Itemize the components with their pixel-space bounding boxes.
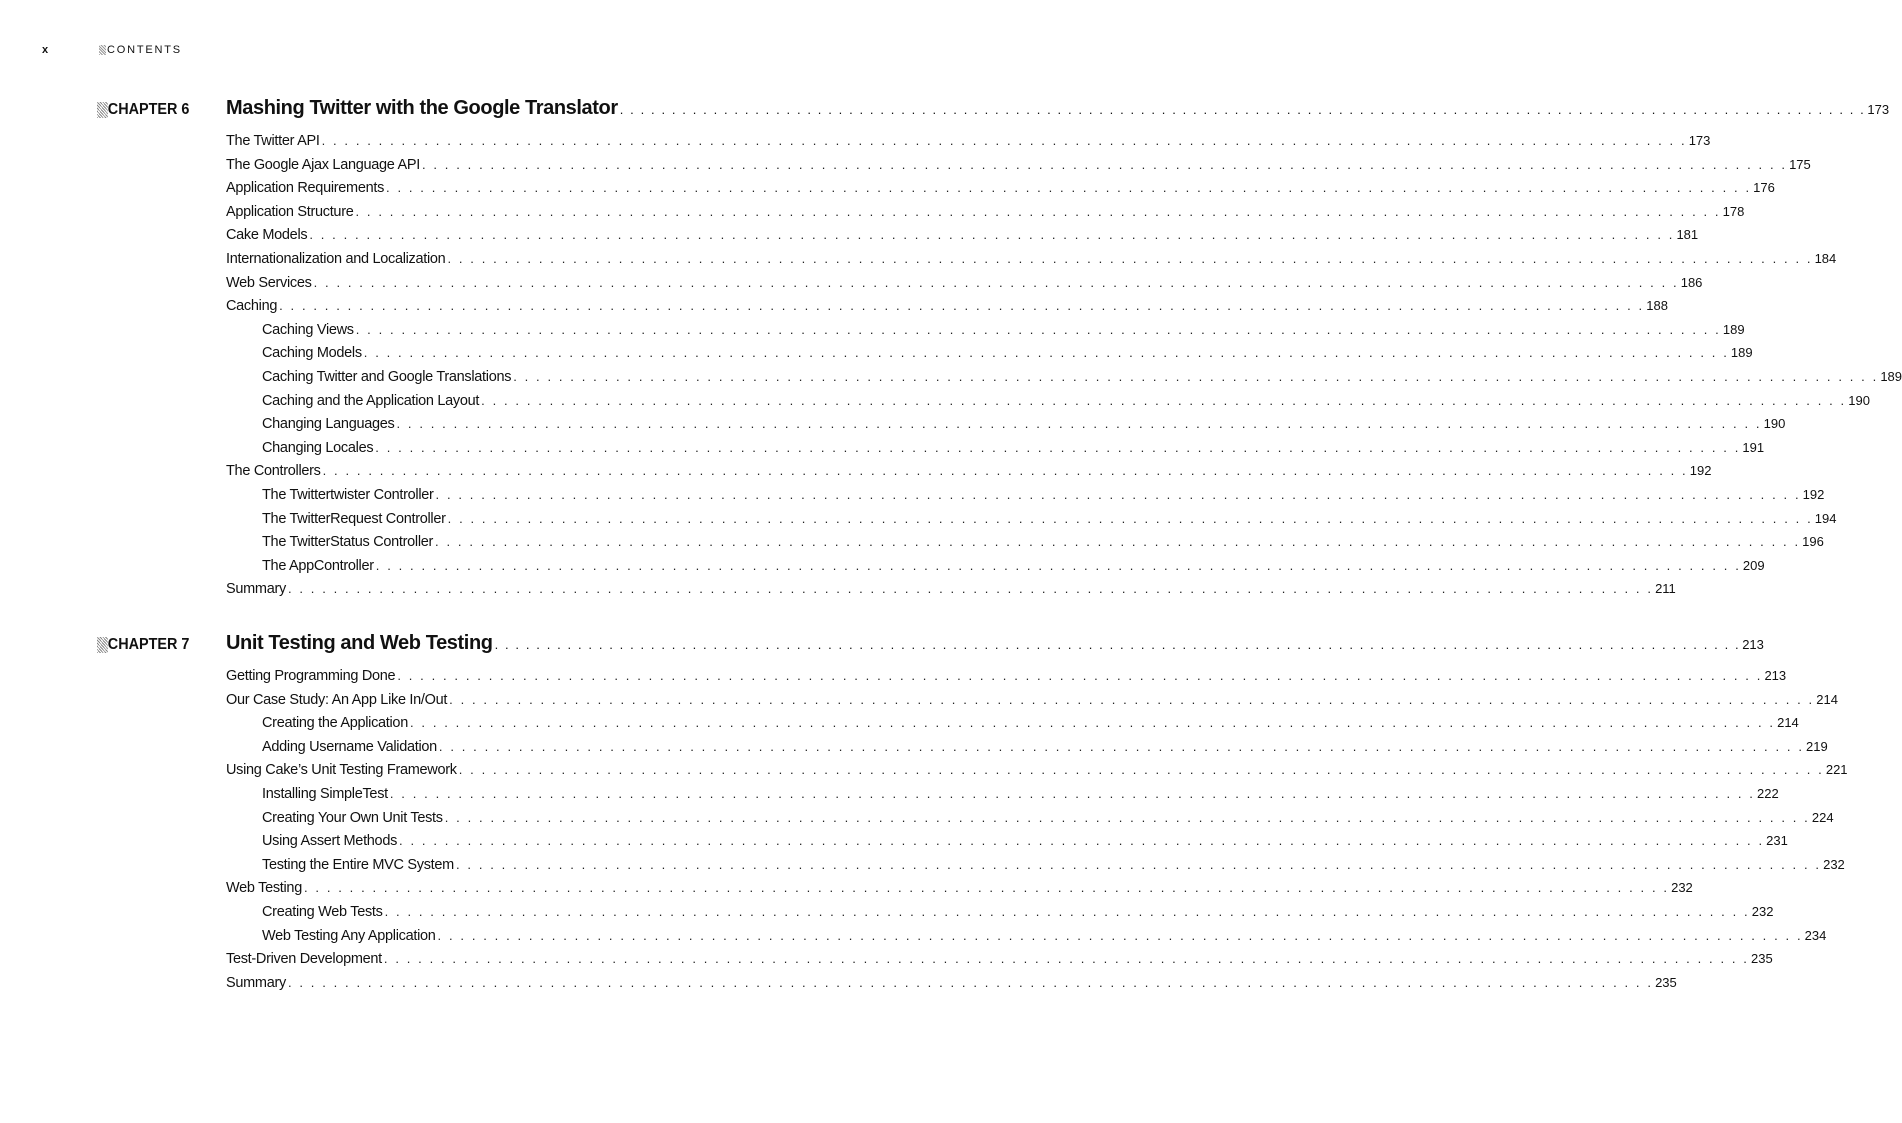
entry-page: 196 (1802, 534, 1824, 550)
entry-title: Web Testing Any Application (262, 927, 436, 944)
dot-leader: . . . . . . . . . . . . . . . . . . . . . . . . . . . . . . . . . . . . . . . . . . . . . . . . . . . . . . . . . . . . . . . . . . . . . . . . . . . . . . . . . . . . . . . . . . . . . . . . . . . . . . . . . . . . . . . . . . . . . . . . (287, 581, 1654, 597)
entry-title: Caching Twitter and Google Translations (262, 368, 512, 385)
toc-entry[interactable] (226, 227, 1699, 251)
entry-title: The TwitterStatus Controller (262, 534, 434, 551)
entry-page: 186 (1680, 274, 1703, 290)
toc-subentry[interactable] (226, 738, 1828, 763)
entry-page: 194 (1814, 510, 1837, 526)
entry-title: Test-Driven Development (226, 951, 382, 968)
entry-page: 231 (1766, 833, 1788, 849)
toc-subentry[interactable] (226, 903, 1774, 928)
toc-entry[interactable] (226, 974, 1677, 999)
dot-leader: . . . . . . . . . . . . . . . . . . . . . . . . . . . . . . . . . . . . . . . . . . . . . . . . . . . . . . . . . . . . . . . . . . . . . . . . . . . . . . . . . . . . . . . . . . . . . . . . . . . . . . . . . . . . . . . . . . . . . . . . (321, 133, 1687, 148)
toc-entry[interactable] (226, 880, 1693, 904)
toc-subentry[interactable] (226, 715, 1799, 739)
entry-page: 188 (1646, 298, 1668, 314)
running-head-text: CONTENTS (107, 44, 182, 56)
entry-page: 184 (1814, 250, 1837, 266)
toc-subentry[interactable] (226, 510, 1837, 535)
dot-leader: . . . . . . . . . . . . . . . . . . . . . . . . . . . . . . . . . . . . . . . . . . . . . . . . . . . . . . . . . . . . . . . . . . . . . . . . . . . . . . . . . . . . . . . . . . . . . . . . . . . . . . . . . . . . . . . . . . . . . . . . (303, 880, 1670, 896)
chapter-title[interactable]: Unit Testing and Web Testing (226, 632, 493, 654)
chapter-heading (97, 97, 1890, 127)
entry-title: Caching Views (262, 321, 354, 338)
entry-page: 181 (1676, 227, 1699, 243)
entry-page: 213 (1764, 668, 1787, 683)
entry-page: 214 (1816, 691, 1838, 707)
toc-entry[interactable] (226, 668, 1787, 692)
toc-entry[interactable] (226, 250, 1837, 275)
entry-page: 189 (1722, 321, 1745, 337)
chapter-6-section (97, 97, 1902, 605)
entry-page: 191 (1742, 439, 1765, 455)
toc-subentry[interactable] (226, 534, 1824, 558)
entry-title: The AppController (262, 557, 374, 574)
shaded-marker-icon (99, 45, 106, 55)
dot-leader: . . . . . . . . . . . . . . . . . . . . . . . . . . . . . . . . . . . . . . . . . . . . . . . . . . . . . . . . . . . . . . . . . . . . . . . . . . . . . . . . . . . . . . . . . . . . . . . . . . . . . . . . . . . . . . . . . . . . . . . . (447, 510, 1813, 526)
toc-entry[interactable] (226, 463, 1712, 487)
entry-page: 175 (1789, 156, 1811, 172)
chapter-page: 213 (1742, 637, 1764, 652)
toc-subentry[interactable] (226, 833, 1788, 857)
toc-entry[interactable] (226, 951, 1773, 975)
toc-entry[interactable] (226, 203, 1745, 228)
entry-title: Application Structure (226, 203, 354, 220)
entry-page: 232 (1751, 903, 1774, 919)
entry-title: Internationalization and Localization (226, 250, 446, 267)
dot-leader: . . . . . . . . . . . . . . . . . . . . . . . . . . . . . . . . . . . . . . . . . . . . . . . . . . . . . . . . . . . . . . . . . . . . . . . . . . . . . . . . . . . . . . . . . . . . . . . . . . . . . . . . . . . . . . . . . . . . . . . . (409, 715, 1776, 731)
page-number: x (42, 44, 49, 56)
running-head (99, 44, 182, 56)
entry-title: Our Case Study: An App Like In/Out (226, 691, 448, 708)
dot-leader: . . . . . . . . . . . . . . . . . . . . . . . . . . . . . . . . . . . . . . . . . . . . . . . . . . . . . . . . . . . . . . . . . . . . . . . . . . . . . . . . . . . . . . . . . . . . . . . . . . . . . . . . . . . . . . . . . . . . . . . . (481, 392, 1847, 408)
entry-page: 224 (1811, 809, 1834, 825)
entry-title: Creating the Application (262, 715, 408, 732)
dot-leader: . . . . . . . . . . . . . . . . . . . . . . . . . . . . . . . . . . . . . . . . . . . . . . . . . . . . . . . . . . . . . . . . . . . . . . . . . . . . . . . . . . . . . . . . . . . . . . . . . . . . . . . . . . . . . . . . . . . . . . . . (309, 227, 1675, 243)
entry-title: Getting Programming Done (226, 668, 396, 684)
toc-subentry[interactable] (226, 345, 1753, 369)
entry-title: Web Services (226, 274, 312, 291)
chapter-label (97, 636, 189, 654)
entry-title: Caching Models (262, 345, 362, 362)
entry-page: 221 (1825, 762, 1848, 778)
toc-entry[interactable] (226, 180, 1775, 204)
entry-page: 219 (1806, 738, 1828, 754)
dot-leader: . . . . . . . . . . . . . . . . . . . . . . . . . . . . . . . . . . . . . . . . . . . . . . . . . . . . . . . . . . . . . . . . . . . . . . . . . . . . . . . . . . . . . . . . . . . . . . . . . . . . . . . . . . . . . . . . . . . . . . . . (375, 557, 1741, 573)
dot-leader: . . . . . . . . . . . . . . . . . . . . . . . . . . . . . . . . . . . . . . . . . . . . . . . . . . . . . . . . . . . . . . . . . . . . . . . . . . . . . . . . . . . . . . . . . . . . . . . . . . . . . . . . . . . . . . . . . . . . . . . . (287, 974, 1654, 990)
dot-leader: . . . . . . . . . . . . . . . . . . . . . . . . . . . . . . . . . . . . . . . . . . . . . . . . . . . . . . . . . . . . . . . . . . . . . . . . . . . . . . . . . . . . . . . . . . . . . . . . . . . . . . . . . . . . . . . . . . . . . . . . (435, 534, 1801, 550)
dot-leader: . . . . . . . . . . . . . . . . . . . . . . . . . . . . . . . . . . . . . . . . . . . . . . . . . . . . . . . . . . . . . . . . . . . . . . . . . . . . . . . . . . . . . . . . . . . . . . . . . . . . . . . . . . . . . . . . . . . . . . . . (313, 274, 1679, 290)
entry-page: 190 (1763, 416, 1786, 432)
chapter-label-text: CHAPTER 6 (107, 101, 190, 118)
entry-title: The Controllers (226, 463, 321, 480)
entry-title: Using Assert Methods (262, 833, 398, 850)
toc-entry[interactable] (226, 133, 1711, 157)
toc-entry-list (226, 133, 1902, 605)
entry-page: 189 (1880, 368, 1902, 384)
dot-leader: . . . . . . . . . . . . . . . . . . . . . . . . . . . . . . . . . . . . . . . . . . . . . . . . . . . . . . . . . . . . . . . . . . . . . . . . . . . . . . . . . . . . . . . . . . . . . . . . . . . . . . . . . . . . . . . . . . . . . . . . (389, 785, 1755, 801)
entry-title: Changing Locales (262, 439, 374, 456)
entry-page: 234 (1804, 927, 1827, 943)
toc-subentry[interactable] (226, 785, 1779, 810)
entry-page: 232 (1671, 880, 1693, 896)
entry-title: Caching (226, 298, 278, 315)
toc-entry[interactable] (226, 762, 1848, 786)
dot-leader: . . . . . . . . . . . . . . . . . . . . . . . . . . . . . . . . . . . . . . . . . . . . . . . . . . . . . . . . . . . . . . . . . . . . . . . . . . . . . . . . . . . . . . . . . . . . . . . . . . . . . . . . . . . . . . . . . . . . . . . . (438, 738, 1805, 754)
toc-subentry[interactable] (226, 439, 1765, 464)
entry-title: Testing the Entire MVC System (262, 856, 454, 873)
dot-leader: . . . . . . . . . . . . . . . . . . . . . . . . . . . . . . . . . . . . . . . . . . . . . . . . . . . . . . . . . . . . . . . . . . . . . . . . . . . . . . . . . . . . . . . . . . . . . . . . . . . . . . . . . . . . . . . . . . . . . . . . (386, 180, 1752, 196)
entry-page: 192 (1802, 486, 1825, 502)
entry-page: 209 (1742, 557, 1765, 573)
dot-leader: . . . . . . . . . . . . . . . . . . . . . . . . . . . . . . . . . . . . . . . . . . . . . . . . . . . . . . . . . . . . . . . . . . . . . . . . . . . . . . . . . . . . . . . . . . . . . . . . . . . . . . . . . . . . . . . . . . . . . . . . (435, 486, 1801, 502)
toc-subentry[interactable] (226, 856, 1845, 881)
dot-leader: . . . . . . . . . . . . . . . . . . . . . . . . . . . . . . . . . . . . . . . . . . . . . . . . . . . . . . . . . . . . . . . . . . . . . . . . . . . . . . . . . . . . . . . . . . . . . . . . . . . . . . . . . . . . . . . . . . . . . . . . (279, 298, 1645, 314)
entry-page: 235 (1751, 951, 1773, 967)
toc-subentry[interactable] (226, 392, 1870, 417)
toc-subentry[interactable] (226, 416, 1786, 440)
chapter-page: 173 (1867, 102, 1890, 117)
dot-leader: . . . . . . . . . . . . . . . . . . . . . . . . . . . . . . . . . . . . . . . . . . . . . . . . . . . . . . . . . . . . . . . . . . . . . . . . . . . . . . . . . . . . . . . . . . . . . . . . . . . . . . . . . . . . . . . . . . . . . . . . (355, 203, 1721, 219)
toc-subentry[interactable] (226, 486, 1825, 511)
dot-leader: . . . . . . . . . . . . . . . . . . . . . . . . . . . . . . . . . . . . . . . . . . . . . . . . . . . . . . . . . . . . . . . . . . . . . . . . . . . . . . . . . . . . . . . . . . . . . . . . . . . . . . . . . . . . . . . . . . . . . . . . (396, 416, 1762, 432)
entry-page: 235 (1655, 974, 1677, 990)
toc-subentry[interactable] (226, 809, 1834, 834)
chapter-label-text: CHAPTER 7 (107, 636, 190, 653)
toc-subentry[interactable] (226, 927, 1827, 952)
toc-subentry[interactable] (226, 368, 1902, 393)
entry-title: Adding Username Validation (262, 738, 437, 755)
entry-title: Application Requirements (226, 180, 385, 197)
entry-title: Creating Web Tests (262, 903, 383, 920)
dot-leader: . . . . . . . . . . . . . . . . . . . . . . . . . . . . . . . . . . . . . . . . . . . . . . . . . . . . . . . . . . . . . . . . . . . . . . . . . . . . . . . . . . . . . . . . . . . . . . . . . . . . . . . . . . . . . . . . . . . . . . . . (513, 368, 1879, 384)
entry-title: The TwitterRequest Controller (262, 510, 446, 527)
dot-leader: . . . . . . . . . . . . . . . . . . . . . . . . . . . . . . . . . . . . . . . . . . . . . . . . . . . . . . . . . . . . . . . . . . . . . . . . . . . . . . . . . . . . . . . . . . . . . . . . . . . . . . . . . . . . . . . . . . . . . . . . (322, 463, 1688, 479)
dot-leader: . . . . . . . . . . . . . . . . . . . . . . . . . . . . . . . . . . . . . . . . . . . . . . . . . . . . . . . . . . . . . . . . . . . . . . . . . . . . . . . . . . . . . . . . . . . . . . . . . . . . . . . . . . . . . . . . . . . . . . . . (455, 856, 1822, 872)
entry-title: Installing SimpleTest (262, 785, 388, 802)
entry-title: Web Testing (226, 880, 302, 897)
entry-page: 189 (1730, 345, 1753, 361)
entry-page: 192 (1689, 463, 1712, 479)
dot-leader: . . . . . . . . . . . . . . . . . . . . . . . . . . . . . . . . . . . . . . . . . . . . . . . . . . . . . . . . . . . . . . . . . . . . . . . . . . . . . . . . . . . . . . . . . . . . . . . . . . . . . . . . . . . . . . . . . . . . . . . . (355, 321, 1721, 337)
entry-page: 176 (1753, 180, 1775, 196)
chapter-heading (97, 632, 1764, 662)
chapter-label (97, 101, 189, 119)
entry-title: Using Cake’s Unit Testing Framework (226, 762, 457, 779)
dot-leader: . . . . . . . . . . . . . . . . . . . . . . . . . . . . . . . . . . . . . . . . . . . . . . . . . . . . . . . . . . . . . . . . . . . . . . . . . . . . . . . . . . . . . . . . . . . . . . . . . . . . . . . . . . . . . . . . . . . . . . . . (437, 927, 1803, 943)
entry-page: 178 (1722, 203, 1745, 219)
chapter-7-section (97, 632, 1848, 998)
dot-leader: . . . . . . . . . . . . . . . . . . . . . . . . . . . . . . . . . . . . . . . . . . . . . . . . . . . . . . . . . . . . . . . . . . . . . . . . . . . . . . . . . . . . . . . . . . . . . . . . . . . . . . . . . . . . . . . . . . . . . . . . (375, 439, 1741, 455)
chapter-title[interactable]: Mashing Twitter with the Google Translator (226, 97, 618, 119)
entry-page: 173 (1688, 133, 1711, 148)
dot-leader: . . . . . . . . . . . . . . . . . . . . . . . . . . . . . . . . . . . . . . . . . . . . . . . . . . . . . . . . . . . . . . . . . . . . . . . . . . . . . . . . . . . . . . . . . . . . . . . . . . . . . . . . . . . . . . . . . . . . . . . . (449, 691, 1815, 707)
entry-page: 232 (1823, 856, 1845, 872)
entry-page: 214 (1777, 715, 1799, 731)
entry-title: The Twitter API (226, 133, 320, 149)
dot-leader: . . . . . . . . . . . . . . . . . . . . . . . . . . . . . . . . . . . . . . . . . . . . . . . . . . . . . . . . . . . . . . . . . . . . . . . . . . . . . . . . . . . . . . . . . . . . . . . . . . . . . . . . . . . . . . . . . . . . . . . . (363, 345, 1729, 361)
toc-entry[interactable] (226, 274, 1703, 299)
entry-title: Creating Your Own Unit Tests (262, 809, 443, 826)
toc-subentry[interactable] (226, 321, 1745, 346)
toc-entry[interactable] (226, 298, 1668, 322)
dot-leader: . . . . . . . . . . . . . . . . . . . . . . . . . . . . . . . . . . . . . . . . . . . . . . . . . . . . . . . . . . . . . . . . . . . . . . . . . . . . . . . . . . . . . . . . . . . . . . . . . . . . . . . . . . . . . . . . . . . . . . . . (421, 156, 1788, 172)
entry-title: The Twittertwister Controller (262, 486, 434, 503)
entry-page: 222 (1757, 785, 1779, 801)
toc-entry[interactable] (226, 691, 1838, 716)
dot-leader: . . . . . . . . . . . . . . . . . . . . . . . . . . . . . . . . . . . . . . . . . . . . . . . . . . . . . . . . . . . . . . . . . . . . . . . . . . . . . . . . . . . . . . . . . . . . . . . . . . . . . . . . . . . . . . . . . . . . . . . . (458, 762, 1824, 778)
toc-entry[interactable] (226, 156, 1811, 181)
entry-title: Summary (226, 974, 286, 991)
shaded-marker-icon (97, 102, 108, 118)
dot-leader: . . . . . . . . . . . . . . . . . . . . . . . . . . . . . . . . . . . . . . . . . . . . . . . . . . . . . . . . . . . . . . . . . . . . . . . . . . . . . . . . . . . . . . . . . . . . . . . . . . . . . . . . . . . . . . . . . . . . . . . . (399, 833, 1765, 849)
dot-leader: . . . . . . . . . . . . . . . . . . . . . . . . . . . . . . . . . . . . . . . . . . . . . . . . . . . . . . . . . . . . . . . . . . . . . . . . . . . . . . . . . . . . . . . . . . . . . . . . . . . . . . . . . . . . . . . . . . . . . . . . (384, 903, 1750, 919)
dot-leader: . . . . . . . . . . . . . . . . . . . . . . . . . . . . . . . . . . . . . . . . . . . . . . . . . . . . . . . . . . . . . . . . . . . . . . . . . . . . . . . . . . . . . . . . . . . . . . . . . . . . . . . . . . . . . . . . . . . . . . . . (619, 102, 1866, 117)
toc-entry[interactable] (226, 581, 1676, 605)
dot-leader: . . . . . . . . . . . . . . . . . . . . . . . . . . . . . . . . . . . . . . . . . . . . . . . . . . . . . . . . . . . . . . . . . . . . . . . . . . . . . . . . . . . . . . . . . . . . . . . . . . . . . . . . . . . . . . . . . . . . . . . . (444, 809, 1810, 825)
toc-subentry[interactable] (226, 557, 1765, 582)
dot-leader: . . . . . . . . . . . . . . . . . . . . . . . . . . . . . . . . . . . . . . . . . . . . . . . . . . . . . . . . . . . . . . . . . . . . . . . . . . . . . . . . . . . . . . . . . . . . . . . . . . . . . . . . . . . . . . . . . . . . . . . . (397, 668, 1763, 683)
entry-page: 190 (1848, 392, 1870, 408)
dot-leader: . . . . . . . . . . . . . . . . . . . . . . . . . . . . . . . . . . . . . . . . . . . . . . . . . . . . . . . . . . . . . . . . . . . . . . . . . . . . . . . . . . . . . . . . . . . . . . . . . . . . . . . . . . . . . . . . . . . . . . . . (447, 250, 1813, 266)
shaded-marker-icon (97, 637, 108, 653)
entry-title: Summary (226, 581, 286, 598)
dot-leader: . . . . . . . . . . . . . . . . . . . . . . . . . . . . . . . . . . . . . . . . . . . . . . . . . . . . . . . . . . . . . . . . . . . . . . . . . . . . . . . . . . . . . . . . . . . . . . . . . . . . . . . . . . . . . . . . . . . . . . . . (383, 951, 1750, 967)
entry-title: Caching and the Application Layout (262, 392, 480, 409)
dot-leader: . . . . . . . . . . . . . . . . . . . . . . . . . . . . . . . . . . . . . . . . . . . . . . . . . . . . . . . . . . . . . . . . . . . . . . . . . . . . . . . . . . . . . . . . . . . . . . . . . . . . . . . . . . . . . . . . . . . . . . . . (494, 637, 1741, 652)
entry-title: The Google Ajax Language API (226, 156, 420, 173)
toc-entry-list (226, 668, 1848, 998)
entry-title: Cake Models (226, 227, 308, 244)
entry-title: Changing Languages (262, 416, 395, 433)
entry-page: 211 (1655, 581, 1676, 597)
